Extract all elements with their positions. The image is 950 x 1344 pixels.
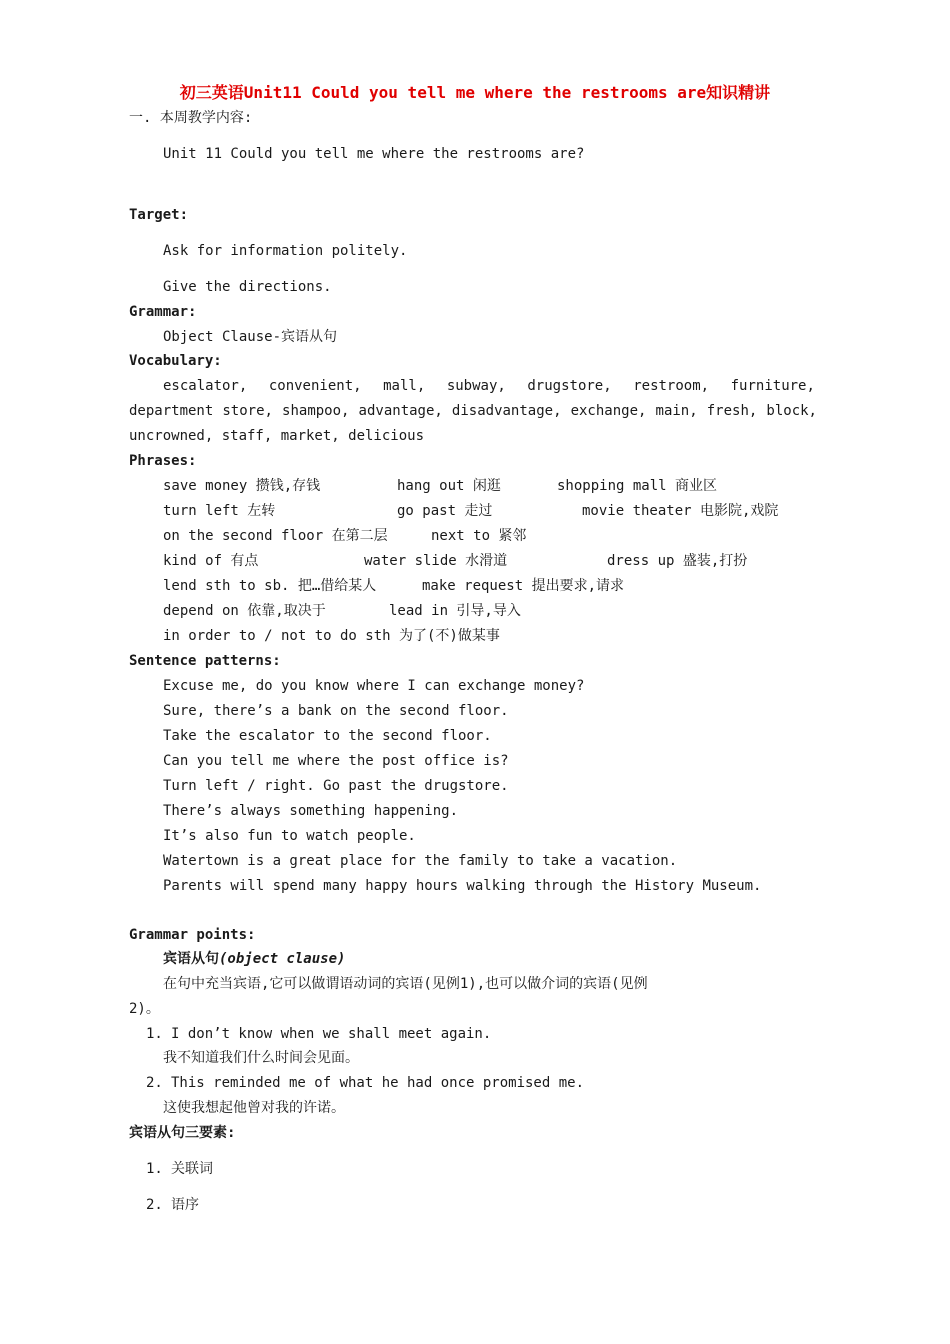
vocab-word: department (129, 403, 214, 419)
phrase: make request 提出要求,请求 (422, 578, 625, 594)
vocab-word: shampoo, (282, 403, 350, 419)
example-number: 1. (146, 1026, 163, 1042)
sentence-pattern: Take the escalator to the second floor. (163, 728, 492, 744)
subheading-cn: 宾语从句 (163, 951, 219, 967)
phrases-heading: Phrases: (129, 453, 197, 469)
phrase: lead in 引导,导入 (389, 603, 521, 619)
sentence-pattern: Excuse me, do you know where I can exchange money? (163, 678, 585, 694)
target-item: Ask for information politely. (163, 243, 408, 259)
phrase: in order to / not to do sth 为了(不)做某事 (163, 628, 500, 644)
example-english: This reminded me of what he had once promised me. (171, 1075, 585, 1091)
section-heading: 一. 本周教学内容: (129, 110, 253, 126)
sentence-pattern: Parents will spend many happy hours walking through the History Museum. (163, 878, 762, 894)
vocabulary-line: uncrowned, staff, market, delicious (129, 428, 425, 444)
sentence-pattern: Can you tell me where the post office is? (163, 753, 509, 769)
phrase: hang out 闲逛 (397, 478, 501, 494)
phrase: go past 走过 (397, 503, 493, 519)
phrase: movie theater 电影院,戏院 (582, 503, 779, 519)
vocab-word: advantage, (358, 403, 443, 419)
grammar-points-heading: Grammar points: (129, 927, 256, 943)
phrase: dress up 盛装,打扮 (607, 553, 748, 569)
vocab-word: disadvantage, (451, 403, 562, 419)
list-number: 1. (146, 1161, 163, 1177)
example-chinese: 我不知道我们什么时间会见面。 (163, 1050, 359, 1066)
document-title: 初三英语Unit11 Could you tell me where the restrooms are知识精讲 (179, 83, 771, 102)
phrase: lend sth to sb. 把…借给某人 (163, 578, 377, 594)
vocab-word: block, (766, 403, 817, 419)
phrase: depend on 依靠,取决于 (163, 603, 326, 619)
three-elements-heading: 宾语从句三要素: (129, 1125, 236, 1141)
target-heading: Target: (129, 207, 189, 223)
vocab-word: mall, (383, 378, 426, 394)
sentence-patterns-heading: Sentence patterns: (129, 653, 281, 669)
vocabulary-line (129, 401, 817, 421)
target-item: Give the directions. (163, 279, 332, 295)
vocab-word: fresh, (706, 403, 758, 419)
phrase: next to 紧邻 (431, 528, 527, 544)
phrase: shopping mall 商业区 (557, 478, 718, 494)
vocab-word: escalator, (163, 378, 248, 394)
phrase: on the second floor 在第二层 (163, 528, 388, 544)
vocab-word: restroom, (633, 378, 710, 394)
example-english: I don’t know when we shall meet again. (171, 1026, 492, 1042)
sentence-pattern: It’s also fun to watch people. (163, 828, 416, 844)
sentence-pattern: Watertown is a great place for the family to take a vacation. (163, 853, 678, 869)
phrase: water slide 水滑道 (364, 553, 508, 569)
grammar-item: Object Clause-宾语从句 (163, 329, 338, 345)
phrase: turn left 左转 (163, 503, 276, 519)
grammar-paragraph-line: 2)。 (129, 1001, 160, 1017)
grammar-points-subheading (163, 949, 345, 969)
vocab-word: store, (222, 403, 273, 419)
vocab-word: main, (655, 403, 698, 419)
phrase: kind of 有点 (163, 553, 259, 569)
sentence-pattern: Turn left / right. Go past the drugstore. (163, 778, 509, 794)
sentence-pattern: Sure, there’s a bank on the second floor. (163, 703, 509, 719)
vocab-word: subway, (446, 378, 506, 394)
subheading-en: (object clause) (219, 951, 346, 967)
list-number: 2. (146, 1197, 163, 1213)
vocabulary-heading: Vocabulary: (129, 353, 222, 369)
unit-line: Unit 11 Could you tell me where the restrooms are? (163, 146, 585, 162)
vocab-word: furniture, (730, 378, 815, 394)
list-item: 关联词 (171, 1161, 213, 1177)
list-item: 语序 (171, 1197, 199, 1213)
vocab-word: drugstore, (527, 378, 612, 394)
example-number: 2. (146, 1075, 163, 1091)
grammar-paragraph-line: 在句中充当宾语,它可以做谓语动词的宾语(见例1),也可以做介词的宾语(见例 (163, 976, 648, 992)
vocabulary-line (163, 376, 815, 396)
sentence-pattern: There’s always something happening. (163, 803, 459, 819)
phrase: save money 攒钱,存钱 (163, 478, 321, 494)
example-chinese: 这使我想起他曾对我的许诺。 (163, 1100, 345, 1116)
grammar-heading: Grammar: (129, 304, 197, 320)
vocab-word: exchange, (570, 403, 647, 419)
vocab-word: convenient, (268, 378, 362, 394)
